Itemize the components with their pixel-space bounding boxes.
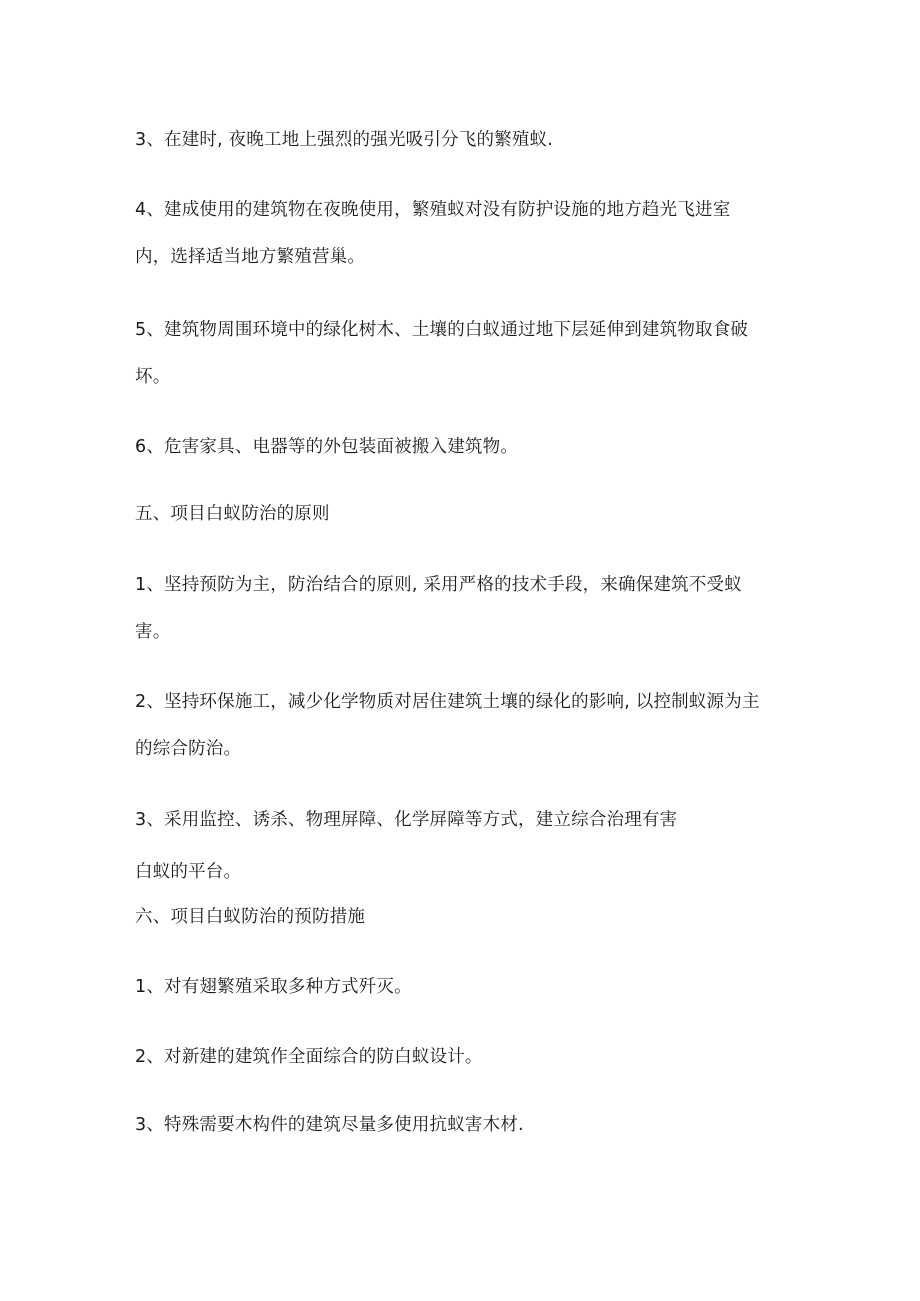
section-heading: 六、项目白蚁防治的预防措施 — [135, 907, 366, 927]
paragraph-line: 内，选择适当地方繁殖营巢。 — [135, 247, 366, 267]
paragraph-line: 的综合防治。 — [135, 739, 242, 759]
paragraph-line: 2、对新建的建筑作全面综合的防白蚁设计。 — [135, 1047, 483, 1067]
paragraph-line: 2、坚持环保施工，减少化学物质对居住建筑土壤的绿化的影响, 以控制蚁源为主 — [135, 692, 760, 712]
paragraph-line: 3、在建时, 夜晚工地上强烈的强光吸引分飞的繁殖蚁. — [135, 130, 554, 150]
paragraph-line: 1、坚持预防为主，防治结合的原则, 采用严格的技术手段，来确保建筑不受蚁 — [135, 575, 742, 595]
paragraph-line: 白蚁的平台。 — [135, 862, 242, 882]
paragraph-line: 5、建筑物周围环境中的绿化树木、土壤的白蚁通过地下层延伸到建筑物取食破 — [135, 320, 749, 340]
paragraph-line: 4、建成使用的建筑物在夜晚使用，繁殖蚁对没有防护设施的地方趋光飞进室 — [135, 200, 731, 220]
paragraph-line: 害。 — [135, 622, 171, 642]
paragraph-line: 1、对有翅繁殖采取多种方式歼灭。 — [135, 977, 412, 997]
paragraph-line: 3、特殊需要木构件的建筑尽量多使用抗蚁害木材. — [135, 1115, 524, 1135]
section-heading: 五、项目白蚁防治的原则 — [135, 504, 330, 524]
paragraph-line: 3、采用监控、诱杀、物理屏障、化学屏障等方式，建立综合治理有害 — [135, 810, 678, 830]
paragraph-line: 坏。 — [135, 367, 171, 387]
paragraph-line: 6、危害家具、电器等的外包装面被搬入建筑物。 — [135, 437, 519, 457]
